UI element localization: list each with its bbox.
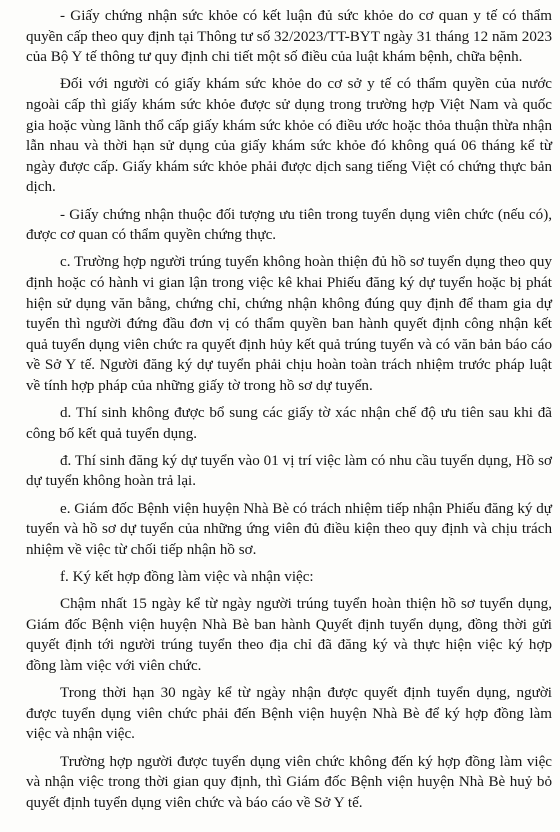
paragraph-decision-deadline: Chậm nhất 15 ngày kể từ ngày người trúng tuyển hoàn thiện hồ sơ tuyển dụng, Giám đốc Bệnh viện huyện Nhà Bè ban hành Quyết định tuyển dụng, đồng thời gửi quyết định tới người trúng tuyển theo địa chỉ đã đăng ký và thực hiện việc ký hợp đồng làm việc với viên chức.: [26, 596, 552, 674]
paragraph-item-e: e. Giám đốc Bệnh viện huyện Nhà Bè có trách nhiệm tiếp nhận Phiếu đăng ký dự tuyển và hồ sơ dự tuyển của những ứng viên đủ điều kiện theo quy định và chịu trách nhiệm về việc từ chối tiếp nhận hồ sơ.: [26, 500, 552, 558]
paragraph-item-dd: đ. Thí sinh đăng ký dự tuyển vào 01 vị trí việc làm có nhu cầu tuyển dụng, Hồ sơ dự tuyển không hoàn trả lại.: [26, 452, 552, 490]
paragraph-item-d: d. Thí sinh không được bổ sung các giấy tờ xác nhận chế độ ưu tiên sau khi đã công bố kết quả tuyển dụng.: [26, 405, 552, 442]
paragraph-cancellation: Trường hợp người được tuyển dụng viên chức không đến ký hợp đồng làm việc và nhận việc trong thời gian quy định, thì Giám đốc Bệnh viện huyện Nhà Bè huỷ bỏ quyết định tuyển dụng viên chức và báo cáo về Sở Y tế.: [26, 753, 552, 811]
paragraph-priority-certificate: - Giấy chứng nhận thuộc đối tượng ưu tiên trong tuyển dụng viên chức (nếu có), được cơ quan có thẩm quyền chứng thực.: [26, 206, 552, 244]
document-body: [26, 6, 552, 813]
paragraph-item-c: c. Trường hợp người trúng tuyển không hoàn thiện đủ hồ sơ tuyển dụng theo quy định hoặc có hành vi gian lận trong việc kê khai Phiếu đăng ký dự tuyển hoặc bị phát hiện sử dụng văn bằng, chứng chỉ, chứng nhận không đúng quy định để tham gia dự tuyển thì người đứng đầu đơn vị có thẩm quyền ban hành quyết định công nhận kết quả tuyển dụng viên chức ra quyết định hủy kết quả trúng tuyển và có văn bản báo cáo về Sở Y tế. Người đăng ký dự tuyển phải chịu hoàn toàn trách nhiệm trước pháp luật về tính hợp pháp của những giấy tờ trong hồ sơ dự tuyển.: [26, 254, 552, 394]
paragraph-contract-deadline: Trong thời hạn 30 ngày kể từ ngày nhận được quyết định tuyển dụng, người được tuyển dụng viên chức phải đến Bệnh viện huyện Nhà Bè để ký hợp đồng làm việc và nhận việc.: [26, 685, 552, 743]
paragraph-health-certificate: - Giấy chứng nhận sức khỏe có kết luận đủ sức khỏe do cơ quan y tế có thẩm quyền cấp theo quy định tại Thông tư số 32/2023/TT-BYT ngày 31 tháng 12 năm 2023 của Bộ Y tế thông tư quy định chi tiết một số điều của luật khám bệnh, chữa bệnh.: [26, 8, 552, 66]
paragraph-foreign-health-certificate: Đối với người có giấy khám sức khỏe do cơ sở y tế có thẩm quyền của nước ngoài cấp thì giấy khám sức khỏe được sử dụng trong trường hợp Việt Nam và quốc gia hoặc vùng lãnh thổ cấp giấy khám sức khỏe có điều ước hoặc thỏa thuận thừa nhận lẫn nhau và thời hạn sử dụng của giấy khám sức khỏe đó không quá 06 tháng kể từ ngày được cấp. Giấy khám sức khỏe phải được dịch sang tiếng Việt có chứng thực bản dịch.: [26, 76, 552, 196]
paragraph-item-f-heading: f. Ký kết hợp đồng làm việc và nhận việc:: [60, 569, 314, 585]
